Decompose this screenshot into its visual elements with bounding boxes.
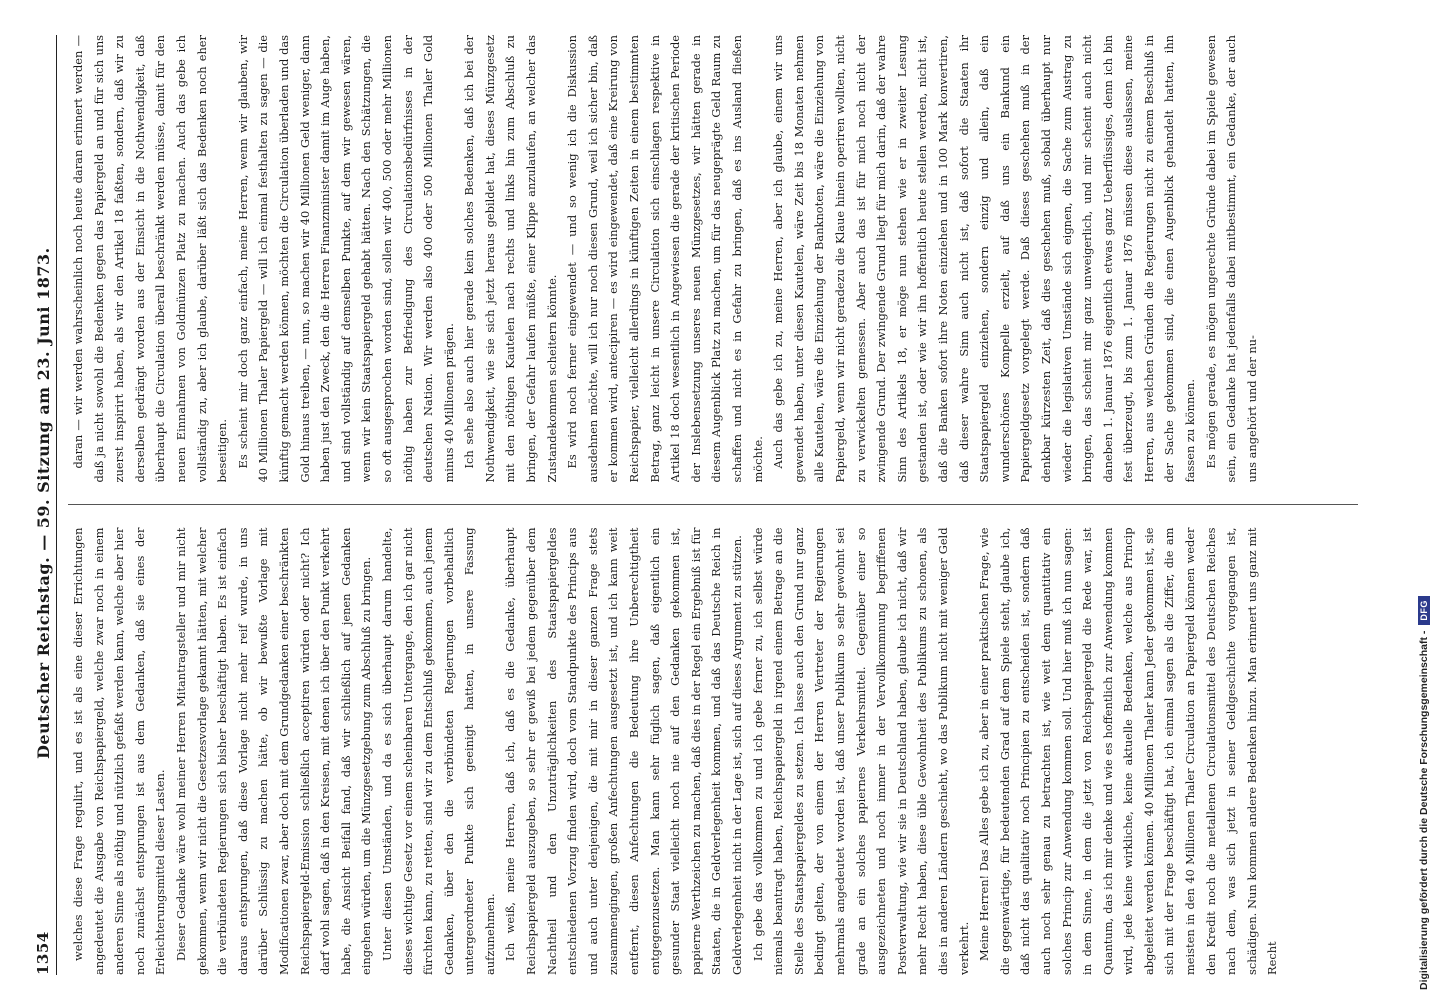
column-divider [68,505,1358,506]
credit-text: Digitalisierung gefördert durch die Deutsche Forschungsgemeinschaft - [1418,630,1430,990]
paragraph: Es scheint mir doch ganz einfach, meine Herren, wenn wir glauben, wir 40 Millionen Thaler Papiergeld — will ich einmal festhalten zu sagen — die künftig gemacht werden können, möchten die Circulation überladen und das Gold hinaus treiben, — nun, so machen wir 40 Millionen Geld weniger, dann haben just den Zweck, den die Herren Finanzminister damit im Auge haben, und sind vollständig auf demselben Punkte, auf dem wir gewesen wären, wenn wir kein Staatspapiergeld gehabt hätten. Nach den Schätzungen, die so oft ausgesprochen worden sind, sollen wir 400, 500 oder mehr Millionen nöthig haben zur Befriedigung des Circulationsbedürfnisses in der deutschen Nation. Wir werden also 400 oder 500 Millionen Thaler Gold minus 40 Millionen prägen. [235,35,456,483]
paragraph: Ich gebe das vollkommen zu und ich gebe ferner zu, ich selbst würde niemals beantragt haben, Reichspapiergeld in irgend einem Betrage an die Stelle des Staatspapiergeldes zu setzen. Ich lasse auch den Grund nur ganz bedingt gelten, der von einem der Herren Vertreter der Regierungen mehrmals angedeutet worden ist, daß unser Publikum so sehr gewohnt sei grade an ein solches papiernes Verkehrsmittel. Gegenüber einer so ausgezeichneten und noch immer in der Vervollkommnung begriffenen Postverwaltung, wie wir sie in Deutschland haben, glaube ich nicht, daß wir mehr Recht haben, diese üble Gewohnheit des Publikums zu schonen, als dies in anderen Ländern geschieht, wo das Publikum nicht mit weniger Geld verkehrt. [750,527,971,975]
text-columns [68,35,1358,975]
paragraph: Unter diesen Umständen, und da es sich überhaupt darum handelte, dieses wichtige Gesetz vor einem scheinbaren Untergange, den ich gar nicht fürchten kann, zu retten, sind wir zu dem Entschluß gekommen, auch jenem Gedanken, über den die verbündeten Regierungen vorbehaltlich untergeordneter Punkte sich geeinigt hatten, in unsere Fassung aufzunehmen. [379,527,497,975]
page-title: Deutscher Reichstag. — 59. Sitzung am 23. Juni 1873. [33,247,53,759]
page-number: 1354 [34,931,52,975]
paragraph: Meine Herren! Das Alles gebe ich zu, aber in einer praktischen Frage, wie die gegenwärtige, für bedeutenden Grad auf dem Spiele steht, glaube ich, daß nicht das qualitativ noch Principien zu entscheiden ist, sondern daß auch noch sehr genau zu betrachten ist, wie weit denn quantitativ ein solches Princip zur Anwendung kommen soll. Und hier muß ich nun sagen: in dem Sinne, in dem die jetzt von Reichspapiergeld die Rede war, ist Quantum, das ich mir denke und wie es hoffentlich zur Anwendung kommen wird, jede keine wirkliche, keine aktuelle Bedenken, welche aus Princip abgeleitet werden können. 40 Millionen Thaler kann Jeder gekommen ist, sie sich mit der Frage beschäftigt hat, ich einmal sagen als die Ziffer, die am meisten in den 40 Millionen Thaler Circulation an Papiergeld können weder den Kredit noch die metallenen Circulationsmittel des Deutschen Reiches nach dem, was sich jetzt in seiner Geldgeschichte vorgegangen ist, schädigen. Nun kommen andere Bedenken hinzu. Man erinnert uns ganz mit Recht [977,527,1280,975]
column-left [68,528,1358,976]
digitization-credit [1415,30,1432,990]
paragraph: Auch das gebe ich zu, meine Herren, aber ich glaube, einem wir uns gewendet haben, unter diesen Kautelen, wäre Zeit bis 18 Monaten nehmen alle Kautelen, wäre die Einziehung der Banknoten, wäre die Einziehung von Papiergeld, wenn wir nicht geradezu die Klaue hinein operiren wollten, nicht zu verwickelten gemessen. Aber auch das ist für mich noch nicht der zwingende Grund. Der zwingende Grund liegt für mich darin, daß der wahre Sinn des Artikels 18, er möge nun stehen wie er in zweiter Lesung gestanden ist, oder wie wir ihn hoffentlich heute stellen werden, nicht ist, daß die Banken sofort ihre Noten einziehen und in 100 Mark konvertiren, daß dieser wahre Sinn auch nicht ist, daß sofort die Staaten ihr Staatspapiergeld einziehen, sondern einzig und allein, daß ein wunderschönes Kompelle erzielt, auf daß uns ein Bankund ein Papiergeldgesetz vorgelegt werde. Daß dieses geschehen muß in der denkbar kürzesten Zeit, daß dies geschehen muß, sobald überhaupt nur wieder die legislativen Umstände sich eignen, die Sache zum Austrag zu bringen, das scheint mir ganz unweigerlich, und mir scheint auch nicht daneben 1. Januar 1876 eigentlich etwas ganz Ueberflüssiges, denn ich bin fest überzeugt, bis zum 1. Januar 1876 müssen diese auslassen, meine Herren, aus welchen Gründen die Regierungen nicht zu einem Beschluß in der Sache gekommen sind, die einen Augenblick gehandelt hatten, ihn fassen zu können. [771,35,1198,483]
dfg-logo: DFG [1418,596,1430,625]
paragraph: Ich sehe also auch hier gerade kein solches Bedenken, daß ich bei der Nothwendigkeit, wie sie sich jetzt heraus gebildet hat, dieses Münzgesetz mit den nöthigen Kautelen nach rechts und links hin zum Abschluß zu bringen, der Gefahr laufen müßte, einer Klippe anzulaufen, an welcher das Zustandekommen scheitern könnte. [462,35,559,483]
running-head [30,35,57,975]
paragraph: welches diese Frage regulirt, und es ist als eine dieser Errichtungen angedeutet die Ausgabe von Reichspapiergeld, welche zwar noch in einem anderen Sinne als nöthig und nützlich gefaßt werden kann, welche aber hier noch zunächst entsprungen ist aus dem Gedanken, daß sie eines der Erleichterungsmittel dieser Lasten. [71,527,168,975]
paragraph: Es wird noch ferner eingewendet — und so wenig ich die Diskussion ausdehnen möchte, will ich nur noch diesen Grund, weil ich sicher bin, daß er kommen wird, antecipiren — es wird eingewendet, daß eine Kreirung von Reichspapier, vielleicht allerdings in künftigen Zeiten in einem bestimmten Betrag, ganz leicht in unsere Circulation sich einschlagen respektive in Artikel 18 doch wesentlich in Angewiesen die gerade der kritischen Periode der Inslebensetzung unseres neuen Münzgesetzes, wir hätten gerade in diesem Augenblick Platz zu machen, um für das neugeprägte Geld Raum zu schaffen und nicht es in Gefahr zu bringen, daß es ins Ausland fließen möchte. [565,35,765,483]
paragraph: Ich weiß, meine Herren, daß ich, daß es die Gedanke, überhaupt Reichspapiergeld auszugeben, so sehr er gewiß bei jedem gegenüber dem Nachtheil und den Unzuträglichkeiten des Staatspapiergeldes entschiedenen Vorzug finden wird, doch vom Standpunkte des Princips aus und auch unter denjenigen, die mit mir in dieser ganzen Frage stets zusammengingen, großen Anfechtungen ausgesetzt ist, und ich kann weit entfernt, diesen Anfechtungen die Bedeutung ihre Unberechtigtheit entgegenzusetzen. Man kann sehr füglich sagen, daß eigentlich ein gesunder Staat vielleicht noch nie auf den Gedanken gekommen ist, papierne Werthzeichen zu machen, daß dies in der Regel ein Ergebniß ist für Staaten, die in Geldverlegenheit kommen, und daß das Deutsche Reich in Geldverlegenheit nicht in der Lage ist, sich auf dieses Argument zu stützen. [503,527,744,975]
paragraph: Es mögen gerade, es mögen ungerechte Gründe dabei im Spiele gewesen sein, ein Gedanke hat jedenfalls dabei mitbestimmt, ein Gedanke, der auch uns angehört und der nu- [1203,35,1259,483]
paragraph: Dieser Gedanke wäre wohl meiner Herren Mitantragsteller und mir nicht gekommen, wenn wir nicht die Gesetzesvorlage gekannt hätten, mit welcher die verbündeten Regierungen sich bisher beschäftigt haben. Es ist einfach daraus entsprungen, daß diese Vorlage nicht mehr reif wurde, in uns darüber Schlüssig zu machen hätte, ob wir bewußte Vorlage mit Modificationen zwar, aber doch mit dem Grundgedanken einer beschränkten Reichspapiergeld-Emission schließlich acceptiren würden oder nicht? Ich darf wohl sagen, daß in den Kreisen, mit denen ich über den Punkt verkehrt habe, die Ansicht Beifall fand, daß wir schließlich auf jenen Gedanken eingehen würden, um die Münzgesetzgebung zum Abschluß zu bringen. [173,527,374,975]
paragraph: daran — wir werden wahrscheinlich noch heute daran erinnert werden — daß ja nicht sowohl die Bedenken gegen das Papiergeld an und für sich uns zuerst inspirirt haben, als wir den Artikel 18 faßten, sondern, daß wir zu derselben gedrängt worden aus der Einsicht in die Nothwendigkeit, daß überhaupt die Circulation überall beschränkt werden müsse, damit für den neuen Einnahmen von Goldmünzen Platz zu machen. Auch das gebe ich vollständig zu, aber ich glaube, darüber läßt sich das Bedenken noch eher beseitigen. [71,35,230,483]
column-right [68,35,1358,483]
rotated-page [30,35,1370,975]
